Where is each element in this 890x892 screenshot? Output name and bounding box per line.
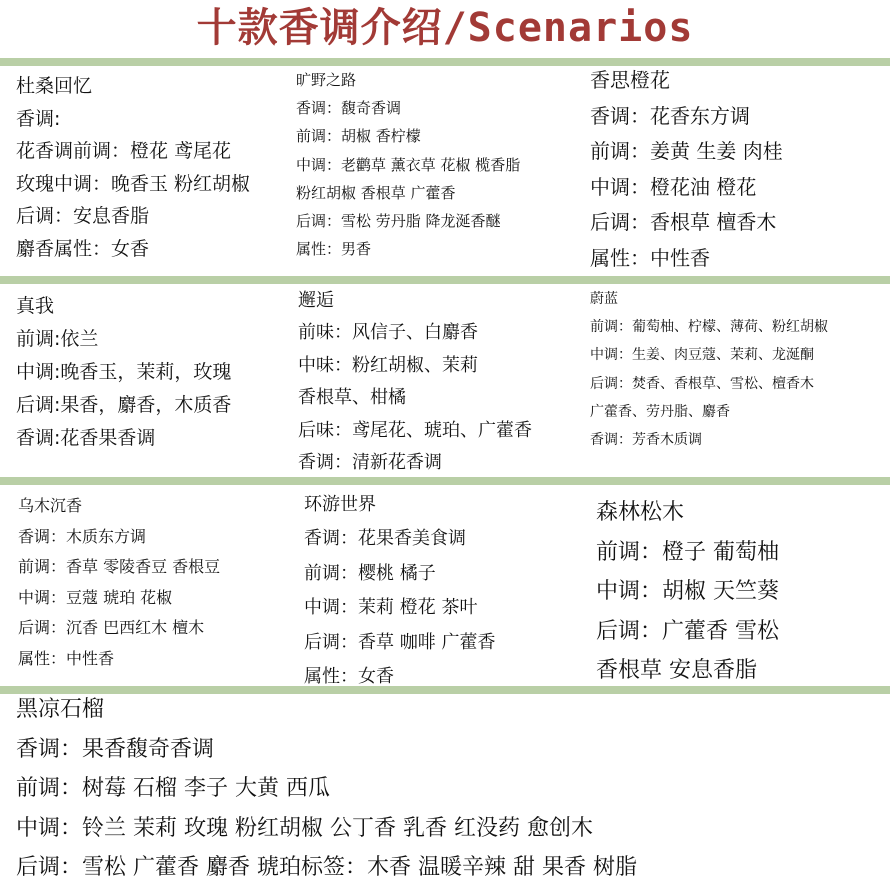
scent-line: 后调:果香，麝香，木质香 <box>16 394 232 416</box>
scent-line: 后调：雪松 广藿香 麝香 琥珀标签：木香 温暖辛辣 甜 果香 树脂 <box>16 855 637 880</box>
scent-line: 粉红胡椒 香根草 广藿香 <box>296 183 456 202</box>
scent-card-xiehou <box>298 285 532 479</box>
scent-line: 前调：胡椒 香柠檬 <box>296 127 421 146</box>
scent-line: 后调：香根草 檀香木 <box>590 210 777 234</box>
scent-line: 前味：风信子、白麝香 <box>298 322 478 344</box>
scent-card-wumu <box>18 491 220 674</box>
scent-line: 后调：沉香 巴西红木 檀木 <box>18 618 205 637</box>
scent-line: 中调：豆蔻 琥珀 花椒 <box>18 587 173 607</box>
scent-line: 后味：鸢尾花、琥珀、广藿香 <box>298 419 532 441</box>
scent-card-senlin <box>596 493 779 691</box>
scent-line: 玫瑰中调：晚香玉 粉红胡椒 <box>16 172 251 195</box>
scent-card-weilan <box>590 285 828 454</box>
scent-line: 香调：果香馥奇香调 <box>16 736 215 762</box>
scent-line: 后调：安息香脂 <box>16 205 150 227</box>
scent-line: 前调：橙子 葡萄柚 <box>596 539 779 565</box>
scent-line: 香根草 安息香脂 <box>596 658 757 683</box>
scent-line: 香调：芳香木质调 <box>590 432 702 449</box>
scent-name: 乌木沉香 <box>18 496 83 515</box>
scent-card-huanyou <box>304 488 495 694</box>
scent-line: 香调:花香果香调 <box>16 427 156 449</box>
scent-name: 蔚蓝 <box>590 291 618 307</box>
scent-line: 香调：木质东方调 <box>18 526 147 546</box>
scent-line: 属性：女香 <box>304 666 394 688</box>
scent-line: 中调：橙花油 橙花 <box>590 174 757 199</box>
scent-name: 杜桑回忆 <box>16 75 93 97</box>
scent-line: 前调:依兰 <box>16 328 99 350</box>
scent-line: 中调：胡椒 天竺葵 <box>596 579 779 604</box>
scent-line: 香调: <box>16 107 61 130</box>
scent-card-dusang <box>16 70 250 265</box>
scent-line: 前调：葡萄柚、柠檬、薄荷、粉红胡椒 <box>590 319 828 336</box>
scent-line: 前调：树莓 石榴 李子 大黄 西瓜 <box>16 776 330 801</box>
scent-line: 前调：姜黄 生姜 肉桂 <box>590 139 783 163</box>
scent-card-kuangye <box>296 66 520 263</box>
scent-line: 后调：焚香、香根草、雪松、檀香木 <box>590 375 814 392</box>
scent-line: 香调：花香东方调 <box>590 103 750 128</box>
scent-name: 香思橙花 <box>590 68 670 92</box>
scent-name: 邂逅 <box>298 290 334 311</box>
scent-card-xiangsi <box>590 63 783 276</box>
scent-line: 前调：香草 零陵香豆 香根豆 <box>18 557 221 576</box>
scent-line: 中味：粉红胡椒、茉莉 <box>298 354 478 376</box>
scent-line: 属性：中性香 <box>18 648 115 668</box>
scent-line: 属性：男香 <box>296 240 372 259</box>
scent-line: 中调:晚香玉，茉莉，玫瑰 <box>16 361 232 383</box>
scent-card-heiliang <box>16 690 637 888</box>
scent-line: 后调：广藿香 雪松 <box>596 618 779 644</box>
scent-card-zhenwo <box>16 290 231 455</box>
scent-line: 中调：老鹳草 薰衣草 花椒 榄香脂 <box>296 155 521 174</box>
page-title: 十款香调介绍/Scenarios <box>196 5 694 51</box>
scent-name: 旷野之路 <box>296 71 357 89</box>
scent-line: 香根草、柑橘 <box>298 387 406 409</box>
scent-name: 环游世界 <box>304 494 376 515</box>
scent-line: 前调：樱桃 橘子 <box>304 562 436 584</box>
scent-line: 属性：中性香 <box>590 245 710 270</box>
scent-line: 花香调前调：橙花 鸢尾花 <box>16 140 232 162</box>
scent-line: 香调：清新花香调 <box>298 452 442 474</box>
scent-name: 黑凉石榴 <box>16 697 105 722</box>
scent-name: 真我 <box>16 295 55 317</box>
section-divider <box>0 276 890 284</box>
scent-line: 后调：雪松 劳丹脂 降龙涎香醚 <box>296 212 501 231</box>
scent-line: 广藿香、劳丹脂、麝香 <box>590 403 730 420</box>
scent-line: 香调：馥奇香调 <box>296 99 402 118</box>
scent-line: 香调：花果香美食调 <box>304 528 466 550</box>
scent-line: 中调：铃兰 茉莉 玫瑰 粉红胡椒 公丁香 乳香 红没药 愈创木 <box>16 815 593 841</box>
scent-line: 中调：茉莉 橙花 茶叶 <box>304 597 478 619</box>
scent-name: 森林松木 <box>596 500 685 525</box>
scent-line: 麝香属性：女香 <box>16 237 150 260</box>
scent-line: 后调：香草 咖啡 广藿香 <box>304 631 496 653</box>
scent-line: 中调：生姜、肉豆蔻、茉莉、龙涎酮 <box>590 347 814 364</box>
